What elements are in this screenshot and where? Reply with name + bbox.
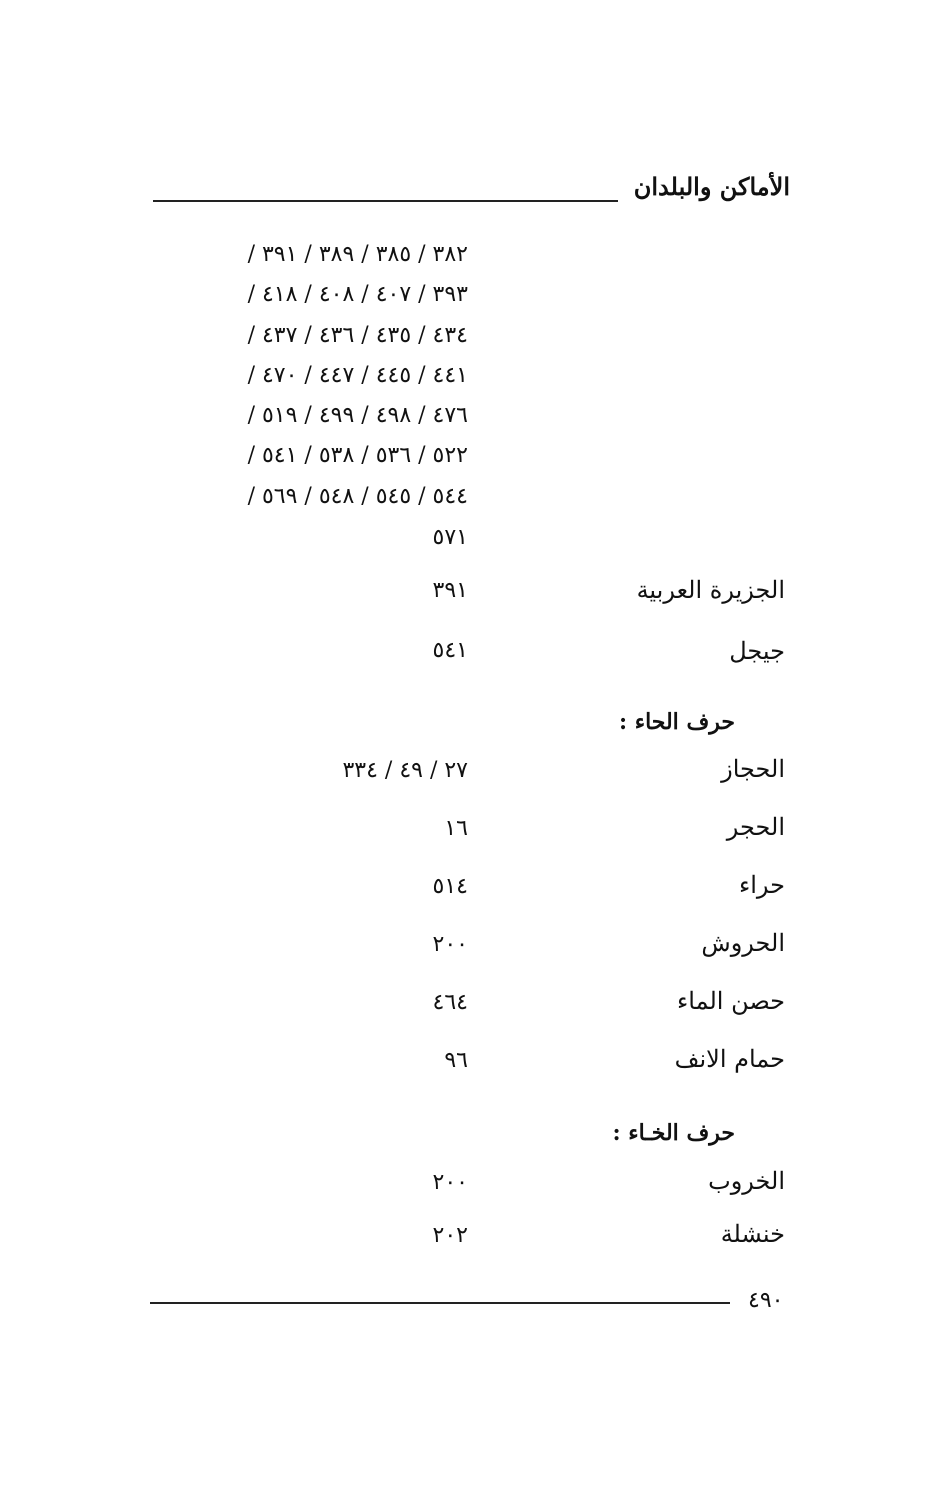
- index-entry-pages: ٩٦: [444, 1048, 468, 1073]
- index-entry-name: حراء: [738, 871, 785, 899]
- page-refs-line: ٥٢٢ / ٥٣٦ / ٥٣٨ / ٥٤١ /: [247, 443, 468, 468]
- page-refs-line: ٣٩٣ / ٤٠٧ / ٤٠٨ / ٤١٨ /: [247, 282, 468, 307]
- index-entry-pages: ٤٦٤: [432, 990, 468, 1015]
- index-entry-name: الجزيرة العربية: [636, 576, 785, 604]
- page-refs-line: ٥٧١: [432, 525, 468, 550]
- page-refs-line: ٥٤٤ / ٥٤٥ / ٥٤٨ / ٥٦٩ /: [247, 484, 468, 509]
- page-refs-line: ٤٣٤ / ٤٣٥ / ٤٣٦ / ٤٣٧ /: [247, 323, 468, 348]
- page-refs-line: ٤٤١ / ٤٤٥ / ٤٤٧ / ٤٧٠ /: [247, 363, 468, 388]
- index-entry-pages: ٢٧ / ٤٩ / ٣٣٤: [342, 758, 468, 783]
- index-entry-pages: ٣٩١: [432, 578, 468, 603]
- index-entry-name: الحروش: [701, 929, 785, 957]
- page-refs-line: ٣٨٢ / ٣٨٥ / ٣٨٩ / ٣٩١ /: [247, 242, 468, 267]
- index-entry-name: الحجاز: [721, 755, 785, 783]
- header-rule: [153, 200, 618, 202]
- page-number: ٤٩٠: [748, 1288, 784, 1313]
- index-entry-name: الحجر: [726, 813, 785, 841]
- index-entry-name: خنشلة: [720, 1220, 785, 1248]
- footer-rule: [150, 1302, 730, 1304]
- index-entry-pages: ٥٤١: [432, 638, 468, 663]
- section-heading-ha: حرف الحاء :: [618, 709, 735, 735]
- index-entry-name: حصن الماء: [677, 987, 785, 1015]
- page-refs-line: ٤٧٦ / ٤٩٨ / ٤٩٩ / ٥١٩ /: [247, 403, 468, 428]
- index-entry-name: حمام الانف: [674, 1045, 785, 1073]
- index-entry-pages: ٥١٤: [432, 874, 468, 899]
- index-entry-pages: ١٦: [444, 816, 468, 841]
- index-entry-pages: ٢٠٠: [432, 932, 468, 957]
- section-heading-kha: حرف الخـاء :: [612, 1120, 735, 1146]
- index-entry-pages: ٢٠٠: [432, 1170, 468, 1195]
- index-entry-name: جيجل: [729, 637, 785, 665]
- index-entry-name: الخروب: [708, 1167, 785, 1195]
- running-header-title: الأماكن والبلدان: [633, 172, 790, 201]
- index-entry-pages: ٢٠٢: [432, 1223, 468, 1248]
